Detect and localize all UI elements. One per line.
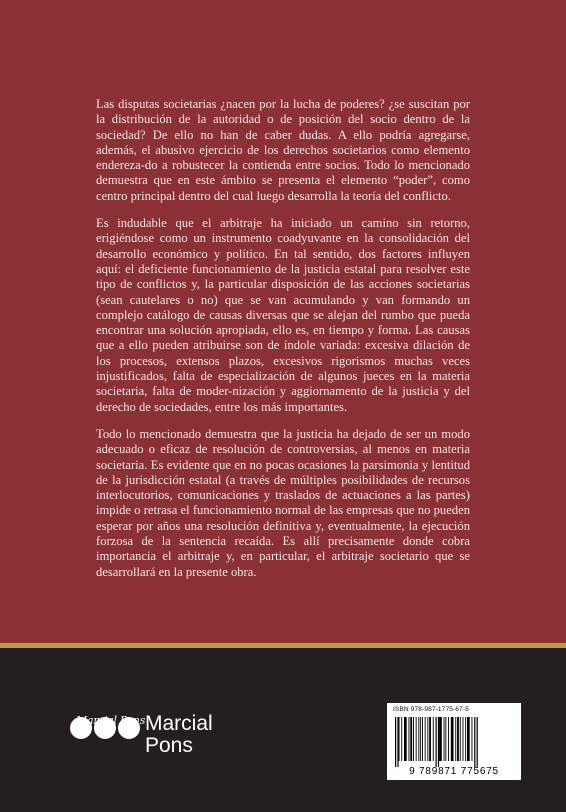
publisher-name-line-1: Marcial [145,712,213,735]
emblem-script: Marcial Pons [76,714,146,727]
publisher-name [145,713,213,757]
blurb-text [96,97,470,592]
isbn-digits: 9 789871 775675 [409,766,499,777]
publisher-name-line-2: Pons [145,734,193,757]
blurb-paragraph-3: Todo lo mencionado demuestra que la justicia ha dejado de ser un modo adecuado o eficaz de resolución de controversias, al menos en materia societaria. Es evidente que en no pocas ocasiones la parsimonia y lentitud de la jurisdicción estatal (a través de múltiples posibilidades de recursos interlocutorios, comunicaciones y traslados de actuaciones a las partes) impide o retrasa el funcionamiento normal de las empresas que no pueden esperar por años una resolución definitiva y, eventualmente, la ejecución forzosa de la sentencia recaída. Es allí precisamente donde cobra importancia el arbitraje y, en particular, el arbitraje societario que se desarrollará en la presente obra. [96,426,470,579]
barcode-icon [393,717,515,767]
isbn-label: ISBN 978-987-1775-67-5 [393,706,469,713]
isbn-barcode-box [387,703,521,780]
blurb-paragraph-2: Es indudable que el arbitraje ha iniciado un camino sin retorno, erigiéndose como un instrumento coadyuvante en la consolidación del desarrollo económico y político. En tal sentido, dos factores influyen aquí: el deficiente funcionamiento de la justicia estatal para resolver este tipo de conflictos y, la particular disposición de las acciones societarias (sean cautelares o no) que se van acumulando y van formando un complejo catálogo de causas diversas que se alejan del rumbo que pueda encontrar una solución apropiada, ello es, en tiempo y forma. Las causas que a ello pueden atribuirse son de índole variada: excesiva dilación de los procesos, extensos plazos, excesivos rigorismos muchas veces injustificados, falta de especialización de algunos jueces en la materia societaria, falta de moder-nización y aggiornamento de la justicia y del derecho de sociedades, entre los más importantes. [96,216,470,414]
blurb-paragraph-1: Las disputas societarias ¿nacen por la lucha de poderes? ¿se suscitan por la distribución de la autoridad o de posición del socio dentro de la sociedad? De ello no han de caber dudas. A ello podría agregarse, además, el abusivo ejercicio de los derechos societarios como elemento endereza-do a robustecer la contienda entre socios. Todo lo mencionado demuestra que en este ámbito se presenta el elemento “poder”, como centro principal dentro del cual luego desarrolla la teoría del conflicto. [96,97,470,203]
